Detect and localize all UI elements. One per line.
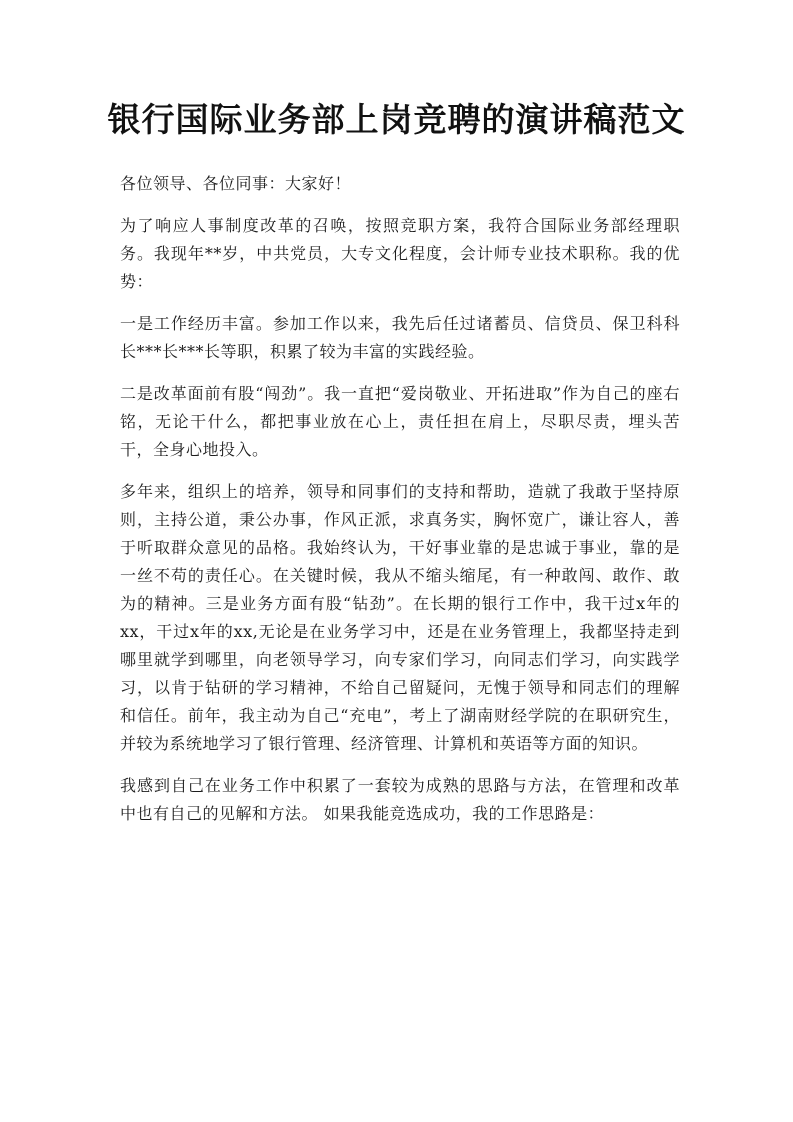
document-title: 银行国际业务部上岗竞聘的演讲稿范文 bbox=[107, 100, 686, 139]
paragraph-reform: 二是改革面前有股“闯劲”。我一直把“爱岗敬业、开拓进取”作为自己的座右铭，无论干什么，都把事业放在心上，责任担在肩上，尽职尽责，埋头苦干，全身心地投入。 bbox=[120, 384, 680, 459]
paragraph-character: 多年来，组织上的培养，领导和同事们的支持和帮助，造就了我敢于坚持原则，主持公道，秉公办事，作风正派，求真务实，胸怀宽广，谦让容人，善于听取群众意见的品格。我始终认为，干好事业靠的是忠诚于事业，靠的是一丝不苟的责任心。在关键时候，我从不缩头缩尾，有一种敢闯、敢作、敢为的精神。三是业务方面有股“钻劲”。在长期的银行工作中，我干过x年的xx，干过x年的xx,无论是在业务学习中，还是在业务管理上，我都坚持走到哪里就学到哪里，向老领导学习，向专家们学习，向同志们学习，向实践学习，以肯于钻研的学习精神，不给自己留疑问，无愧于领导和同志们的理解和信任。前年，我主动为自己“充电”，考上了湖南财经学院的在职研究生，并较为系统地学习了银行管理、经济管理、计算机和英语等方面的知识。 bbox=[120, 482, 680, 753]
paragraph-approach: 我感到自己在业务工作中积累了一套较为成熟的思路与方法，在管理和改革中也有自己的见解和方法。 如果我能竞选成功，我的工作思路是： bbox=[120, 776, 680, 823]
document-body bbox=[120, 170, 680, 842]
paragraph-greeting: 各位领导、各位同事：大家好！ bbox=[120, 174, 352, 193]
paragraph-intro: 为了响应人事制度改革的召唤，按照竞职方案，我符合国际业务部经理职务。我现年**岁，中共党员，大专文化程度，会计师专业技术职称。我的优势： bbox=[120, 216, 680, 291]
paragraph-experience: 一是工作经历丰富。参加工作以来，我先后任过诸蓄员、信贷员、保卫科科长***长***长等职，积累了较为丰富的实践经验。 bbox=[120, 314, 680, 361]
